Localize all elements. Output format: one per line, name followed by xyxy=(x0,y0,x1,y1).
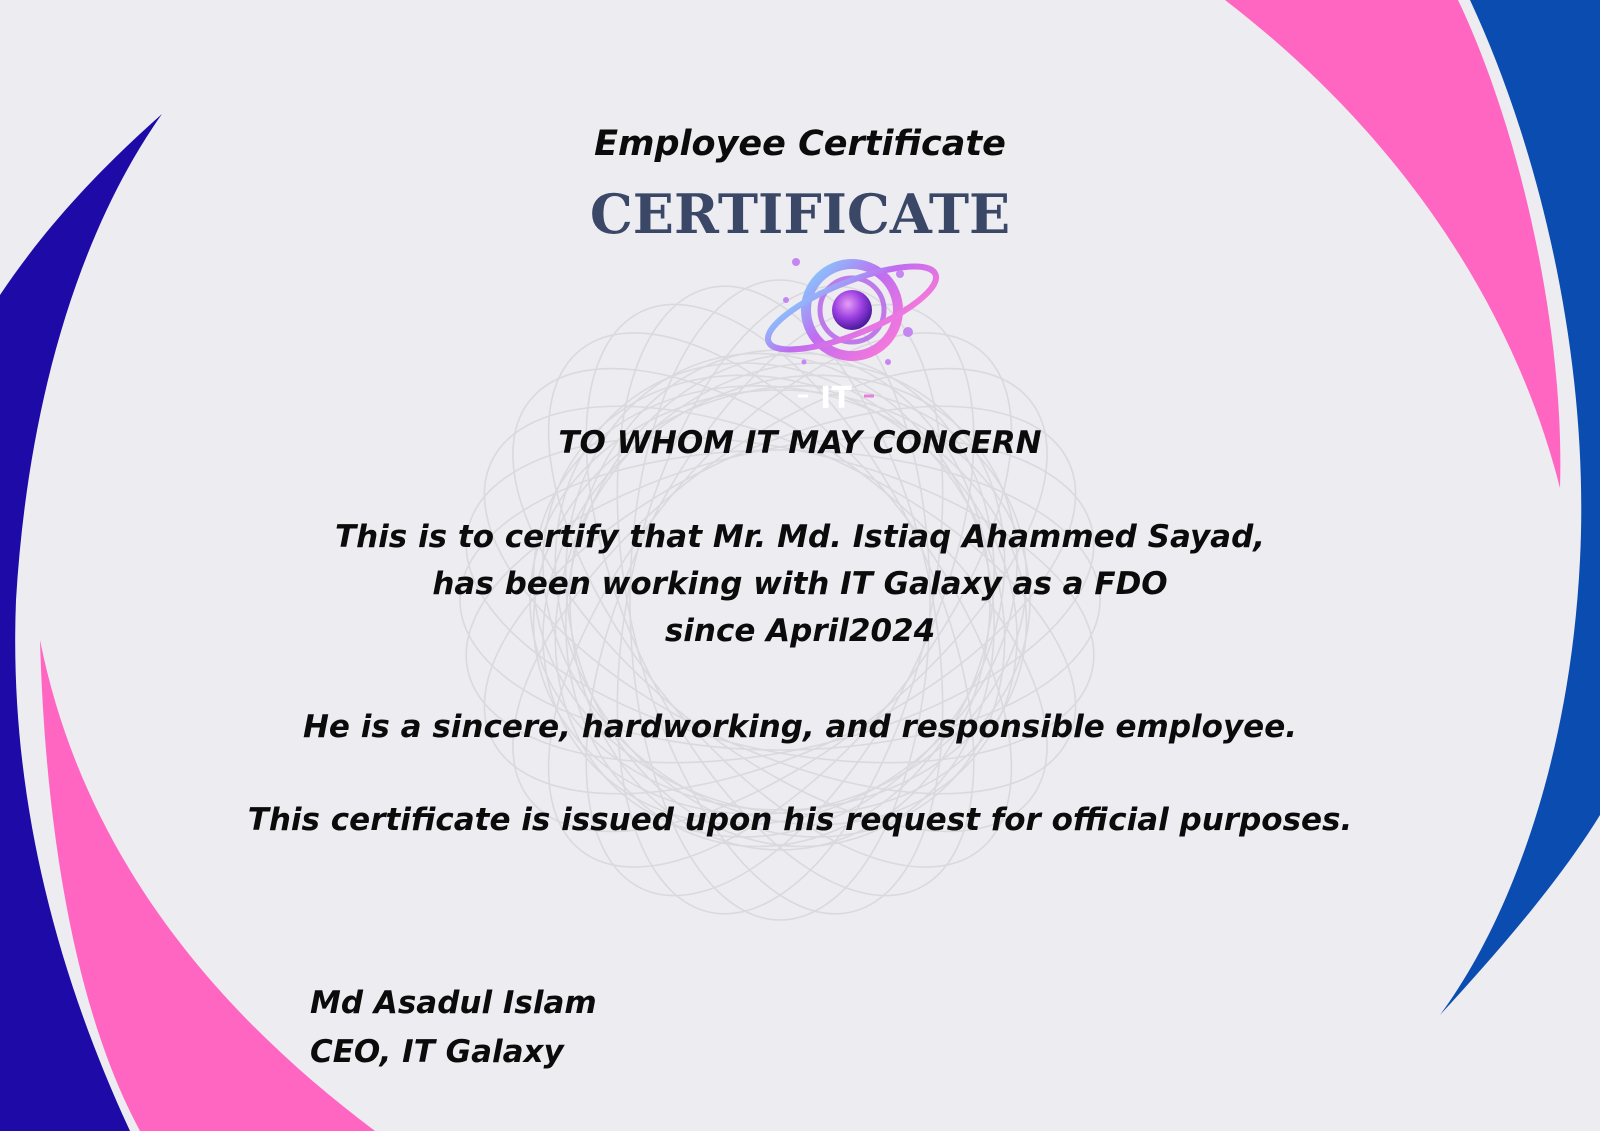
body-line: This is to certify that Mr. Md. Istiaq Ahammed Sayad, xyxy=(334,519,1266,555)
document-type: Employee Certificate xyxy=(594,124,1006,164)
body-line: has been working with IT Galaxy as a FDO xyxy=(432,566,1168,602)
signatory-title: CEO, IT Galaxy xyxy=(310,1034,564,1070)
planet-logo-icon xyxy=(760,250,950,420)
body-line: This certificate is issued upon his request for official purposes. xyxy=(247,802,1353,838)
certificate-title: CERTIFICATE xyxy=(589,182,1011,246)
logo-text: IT xyxy=(820,381,852,416)
salutation: TO WHOM IT MAY CONCERN xyxy=(558,425,1042,461)
body-line: since April2024 xyxy=(664,613,936,649)
body-line: He is a sincere, hardworking, and responsible employee. xyxy=(302,709,1297,745)
signatory-name: Md Asadul Islam xyxy=(310,985,597,1021)
